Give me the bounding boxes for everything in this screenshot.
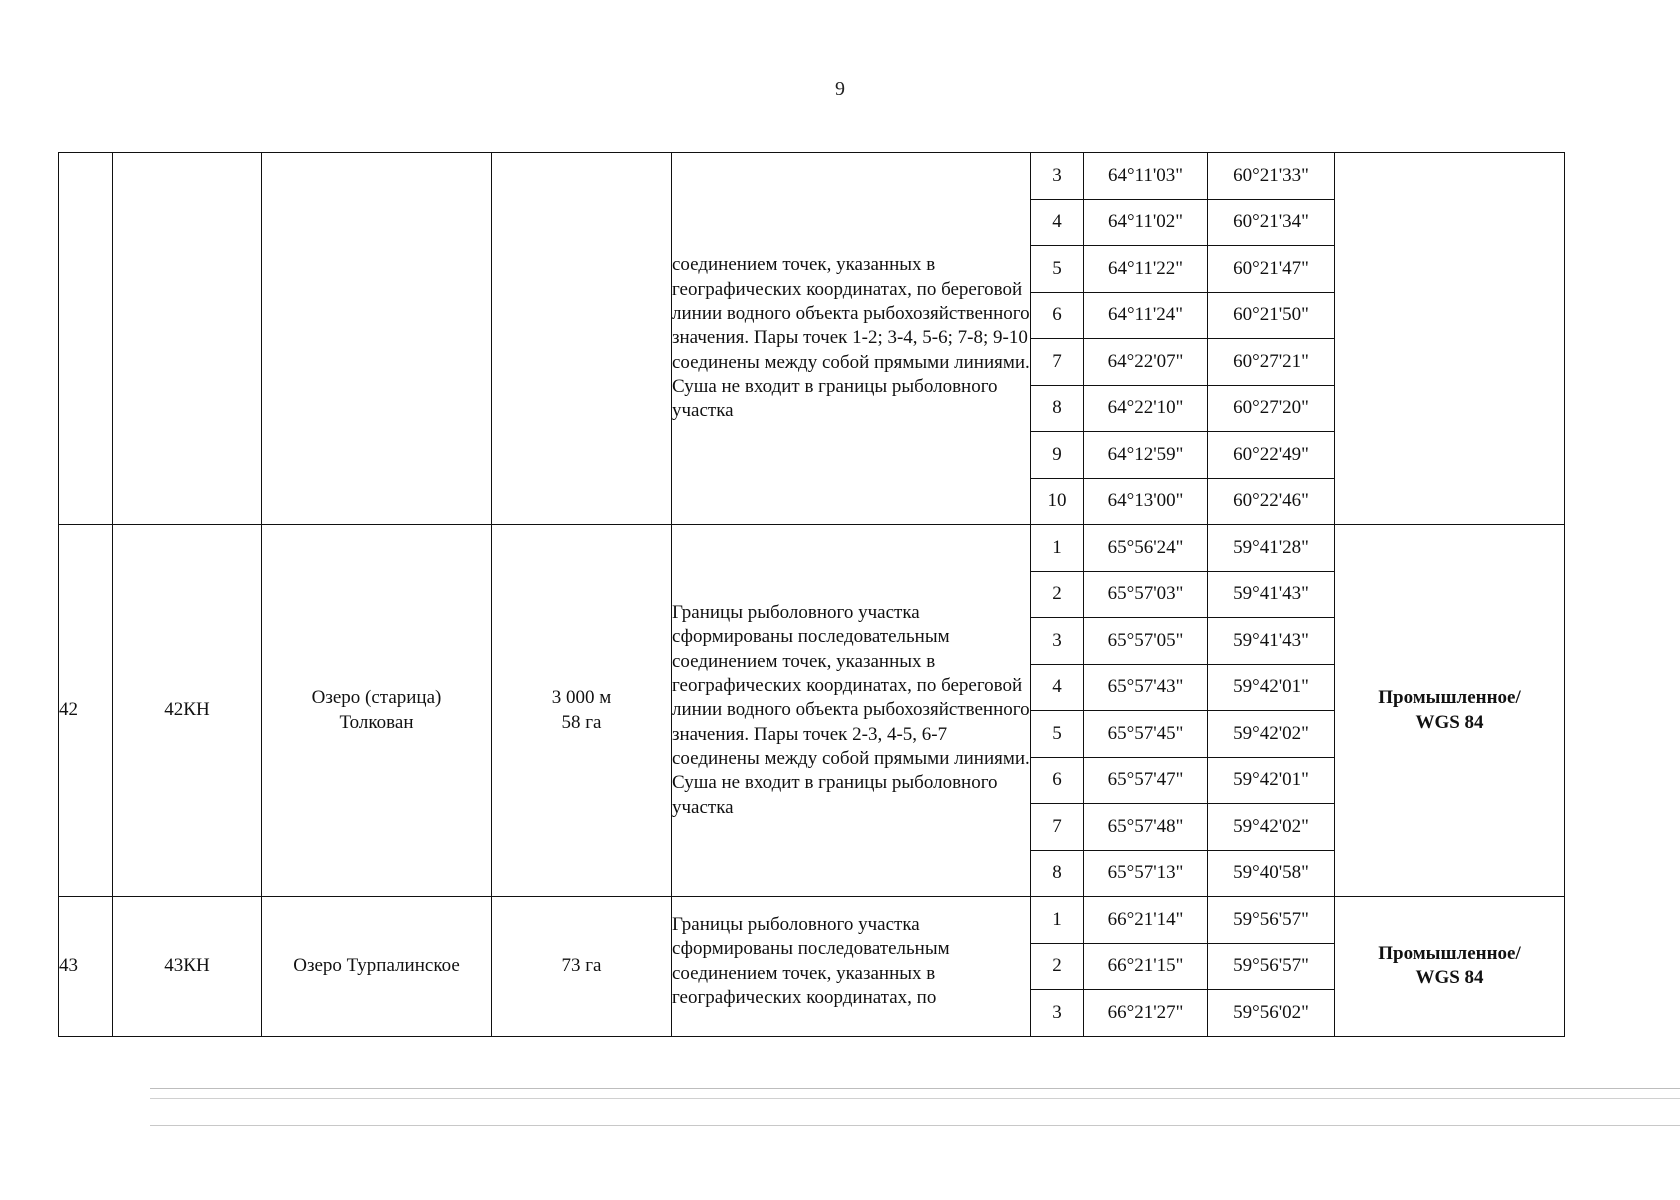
point-number: 5 (1031, 711, 1084, 758)
longitude: 59°56'02" (1208, 990, 1335, 1037)
area-size-cell: 73 га (492, 897, 672, 1037)
latitude: 64°11'24" (1084, 292, 1208, 339)
fishing-areas-table (58, 152, 1565, 1037)
point-number: 6 (1031, 292, 1084, 339)
area-code-cell: 43КН (113, 897, 262, 1037)
point-number: 3 (1031, 153, 1084, 200)
point-number: 8 (1031, 850, 1084, 897)
water-body-name-line2: Толкован (339, 711, 414, 733)
longitude: 59°41'28" (1208, 525, 1335, 572)
longitude: 59°42'02" (1208, 804, 1335, 851)
latitude: 65°57'45" (1084, 711, 1208, 758)
water-body-name-cell (262, 525, 492, 897)
latitude: 64°12'59" (1084, 432, 1208, 479)
row-number-cell (59, 153, 113, 525)
purpose-cell (1335, 897, 1565, 1037)
point-number: 3 (1031, 990, 1084, 1037)
water-body-name-line1: Озеро (старица) (311, 687, 442, 709)
area-length: 3 000 м (551, 687, 612, 709)
area-hectares: 58 га (561, 711, 602, 733)
point-number: 3 (1031, 618, 1084, 665)
purpose-line2: WGS 84 (1415, 711, 1484, 733)
point-number: 2 (1031, 943, 1084, 990)
longitude: 60°21'47" (1208, 246, 1335, 293)
area-size-cell (492, 525, 672, 897)
point-number: 8 (1031, 385, 1084, 432)
area-size-cell (492, 153, 672, 525)
scan-artifact-line (150, 1098, 1680, 1099)
longitude: 59°42'01" (1208, 664, 1335, 711)
point-number: 7 (1031, 804, 1084, 851)
longitude: 59°42'02" (1208, 711, 1335, 758)
longitude: 59°56'57" (1208, 897, 1335, 944)
page-number: 9 (835, 78, 845, 100)
latitude: 64°11'22" (1084, 246, 1208, 293)
point-number: 5 (1031, 246, 1084, 293)
row-number-cell: 43 (59, 897, 113, 1037)
point-number: 2 (1031, 571, 1084, 618)
longitude: 60°22'49" (1208, 432, 1335, 479)
point-number: 9 (1031, 432, 1084, 479)
latitude: 65°57'05" (1084, 618, 1208, 665)
longitude: 60°27'20" (1208, 385, 1335, 432)
longitude: 59°41'43" (1208, 618, 1335, 665)
longitude: 60°21'33" (1208, 153, 1335, 200)
longitude: 59°42'01" (1208, 757, 1335, 804)
latitude: 65°57'47" (1084, 757, 1208, 804)
purpose-cell (1335, 525, 1565, 897)
latitude: 65°57'48" (1084, 804, 1208, 851)
latitude: 65°57'13" (1084, 850, 1208, 897)
table-row (59, 525, 1565, 572)
latitude: 64°13'00" (1084, 478, 1208, 525)
latitude: 64°11'03" (1084, 153, 1208, 200)
point-number: 10 (1031, 478, 1084, 525)
longitude: 59°41'43" (1208, 571, 1335, 618)
water-body-name-cell: Озеро Турпалинское (262, 897, 492, 1037)
latitude: 64°22'10" (1084, 385, 1208, 432)
latitude: 64°22'07" (1084, 339, 1208, 386)
table-row (59, 153, 1565, 200)
point-number: 4 (1031, 664, 1084, 711)
area-code-cell (113, 153, 262, 525)
boundary-description-cell: Границы рыболовного участка сформированы последовательным соединением точек, указанных в географических координатах, по береговой линии водного объекта рыбохозяйственного значения. Пары точек 2-3, 4-5, 6-7 соединены между собой прямыми линиями. Суша не входит в границы рыболовного участка (672, 525, 1031, 897)
boundary-description-cell: соединением точек, указанных в географических координатах, по береговой линии водного объекта рыбохозяйственного значения. Пары точек 1-2; 3-4, 5-6; 7-8; 9-10 соединены между собой прямыми линиями. Суша не входит в границы рыболовного участка (672, 153, 1031, 525)
purpose-line2: WGS 84 (1415, 967, 1484, 989)
point-number: 6 (1031, 757, 1084, 804)
point-number: 1 (1031, 897, 1084, 944)
scan-artifact-line (150, 1125, 1680, 1126)
latitude: 66°21'27" (1084, 990, 1208, 1037)
point-number: 4 (1031, 199, 1084, 246)
row-number-cell: 42 (59, 525, 113, 897)
latitude: 65°56'24" (1084, 525, 1208, 572)
longitude: 60°22'46" (1208, 478, 1335, 525)
longitude: 59°56'57" (1208, 943, 1335, 990)
latitude: 65°57'43" (1084, 664, 1208, 711)
longitude: 59°40'58" (1208, 850, 1335, 897)
purpose-cell (1335, 153, 1565, 525)
scan-artifact-line (150, 1088, 1680, 1089)
purpose-line1: Промышленное/ (1378, 687, 1521, 709)
latitude: 64°11'02" (1084, 199, 1208, 246)
point-number: 1 (1031, 525, 1084, 572)
water-body-name-cell (262, 153, 492, 525)
table-row (59, 897, 1565, 944)
longitude: 60°21'50" (1208, 292, 1335, 339)
longitude: 60°27'21" (1208, 339, 1335, 386)
area-code-cell: 42КН (113, 525, 262, 897)
latitude: 66°21'14" (1084, 897, 1208, 944)
longitude: 60°21'34" (1208, 199, 1335, 246)
boundary-description-cell: Границы рыболовного участка сформированы последовательным соединением точек, указанных в географических координатах, по (672, 897, 1031, 1037)
latitude: 66°21'15" (1084, 943, 1208, 990)
purpose-line1: Промышленное/ (1378, 942, 1521, 964)
latitude: 65°57'03" (1084, 571, 1208, 618)
point-number: 7 (1031, 339, 1084, 386)
